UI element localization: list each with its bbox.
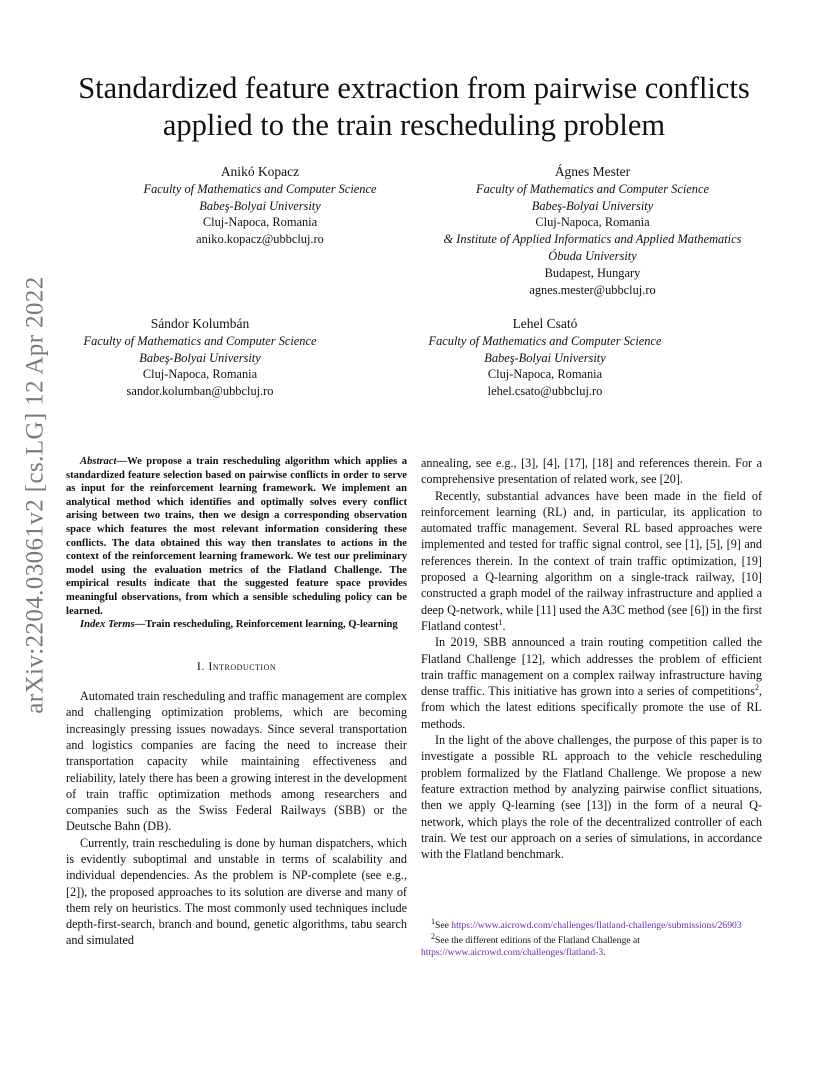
index-terms-text: —Train rescheduling, Reinforcement learning, Q-learning xyxy=(134,619,398,631)
author-city-2: Budapest, Hungary xyxy=(544,265,641,280)
author-city: Cluj-Napoca, Romania xyxy=(202,215,318,230)
intro-paragraph-4 xyxy=(421,634,762,732)
author-name: Sándor Kolumbán xyxy=(150,316,250,331)
footnotes xyxy=(421,916,762,960)
paper-title: Standardized feature extraction from pairwise conflicts applied to the train rescheduling problem xyxy=(78,71,750,142)
arxiv-stamp-text: arXiv:2204.03061v2 [cs.LG] 12 Apr 2022 xyxy=(22,276,49,714)
author-name: Anikó Kopacz xyxy=(220,164,300,179)
index-terms xyxy=(66,618,407,632)
abstract xyxy=(66,455,407,618)
author-university: Babeş-Bolyai University xyxy=(531,198,654,213)
paragraph-text-end: , from which the latest editions specifically promote the use of RL methods. xyxy=(421,684,762,731)
author-email: agnes.mester@ubbcluj.ro xyxy=(529,282,656,297)
author-email: sandor.kolumban@ubbcluj.ro xyxy=(126,384,274,399)
right-column xyxy=(421,455,762,862)
author-affiliation: Faculty of Mathematics and Computer Science xyxy=(428,333,662,348)
left-column xyxy=(66,455,407,949)
footnote-mark: 1 xyxy=(431,916,435,926)
punctuation: . xyxy=(502,618,506,633)
author-affiliation: Faculty of Mathematics and Computer Science xyxy=(476,181,709,196)
author-university: Babeş-Bolyai University xyxy=(199,198,321,213)
section-number: I. xyxy=(196,658,205,673)
intro-paragraph-1: Automated train rescheduling and traffic management are complex and challenging optimization problems, which are becoming increasingly pressing issues nowadays. Since several transportation and logistics companies are facing the need to increase their transportation capacity while maintaining effectiveness and reliability, lately there has been a growing interest in the development of train traffic optimization methods among researchers and companies such as the Swiss Federal Railways (SBB) or the Deutsche Bahn (DB). xyxy=(66,689,407,834)
author-city: Cluj-Napoca, Romania xyxy=(535,215,650,230)
abstract-label: Abstract xyxy=(80,456,117,467)
footnote-mark: 2 xyxy=(431,931,435,941)
footnote-text: See the different editions of the Flatland Challenge at xyxy=(435,934,640,946)
section-title: Introduction xyxy=(208,658,277,673)
paragraph-text: Recently, substantial advances have been made in the field of reinforcement learning (RL) and, in particular, its application to automated traffic management. Several RL based approaches were implemented and tested for traffic signal control, see [1], [5], [9] and references therein. In the context of train traffic optimization, [19] proposed a Q-learning algorithm on a single-track railway, [10] constructed a graph model of the railway infrastructure and applied a deep Q-network, while [11] used the A3C method (see [6]) in the first Flatland contest xyxy=(421,488,762,633)
footnote-1 xyxy=(421,916,762,933)
footnote-link[interactable]: https://www.aicrowd.com/challenges/flatland-3 xyxy=(421,947,604,959)
author-name: Lehel Csató xyxy=(512,316,578,331)
author-name: Ágnes Mester xyxy=(554,164,631,179)
footnote-ref-2[interactable]: 2 xyxy=(754,683,759,693)
author-block-2 xyxy=(410,164,775,298)
author-affiliation: Faculty of Mathematics and Computer Science xyxy=(143,181,377,196)
author-city: Cluj-Napoca, Romania xyxy=(142,367,258,382)
intro-paragraph-continued: annealing, see e.g., [3], [4], [17], [18] and references therein. For a comprehensive presentation of related work, see [20]. xyxy=(421,456,762,487)
author-block-1 xyxy=(110,164,410,248)
intro-paragraph-2: Currently, train rescheduling is done by human dispatchers, which is evidently suboptimal and unstable in terms of scalability and individual dependencies. As the problem is NP-complete (see e.g., [2]), the proposed approaches to its solution are diverse and many of them rely on heuristics. The most commonly used techniques include depth-first-search, branch and bound, genetic algorithms, tabu search and simulated xyxy=(66,835,407,948)
author-email: lehel.csato@ubbcluj.ro xyxy=(487,384,603,399)
footnote-2 xyxy=(421,931,762,960)
intro-paragraph-5: In the light of the above challenges, the purpose of this paper is to investigate a possible RL approach to the vehicle rescheduling problem formalized by the Flatland Challenge. We propose a new feature extraction method by analyzing pairwise conflict situations, then we apply Q-learning (see [13]) in the form of a neural Q-network, which plays the role of the decentralized controller of each train. We test our approach on a series of simulations, in accordance with the Flatland benchmark. xyxy=(421,733,762,862)
footnote-text: See xyxy=(435,920,452,931)
index-terms-label: Index Terms xyxy=(80,619,135,631)
author-email: aniko.kopacz@ubbcluj.ro xyxy=(196,232,324,247)
abstract-text: —We propose a train rescheduling algorithm which applies a standardized feature selection based on pairwise conflicts in order to serve as input for the reinforcement learning framework. We implement an analytical method which identifies and optimally solves every conflict arising between two trains, then we design a corresponding observation space which features the most relevant information considering these conflicts. The data obtained this way then translates to actions in the context of the reinforcement learning framework. We test our preliminary model using the evaluation metrics of the Flatland Challenge. The empirical results indicate that the suggested feature space provides meaningful observations, from which a sensible scheduling policy can be learned. xyxy=(66,456,407,617)
author-university: Babeş-Bolyai University xyxy=(139,350,261,365)
section-heading xyxy=(66,658,407,674)
author-university: Babeş-Bolyai University xyxy=(484,350,606,365)
footnote-ref-1[interactable]: 1 xyxy=(498,617,503,627)
author-university-2: Óbuda University xyxy=(548,248,637,263)
author-block-4 xyxy=(395,316,695,400)
arxiv-identifier xyxy=(20,276,52,714)
punctuation: . xyxy=(603,947,606,959)
author-affiliation-2: & Institute of Applied Informatics and Applied Mathematics xyxy=(443,232,742,247)
intro-paragraph-3 xyxy=(421,488,762,635)
paragraph-text: In 2019, SBB announced a train routing competition called the Flatland Challenge [12], which addresses the problem of efficient train traffic management on a complex railway infrastructure having dense traffic. This initiative has grown into a series of competitions xyxy=(421,635,762,699)
footnote-link[interactable]: https://www.aicrowd.com/challenges/flatland-challenge/submissions/26903 xyxy=(451,920,742,931)
author-affiliation: Faculty of Mathematics and Computer Science xyxy=(83,333,317,348)
author-block-3 xyxy=(50,316,350,400)
author-city: Cluj-Napoca, Romania xyxy=(487,367,603,382)
